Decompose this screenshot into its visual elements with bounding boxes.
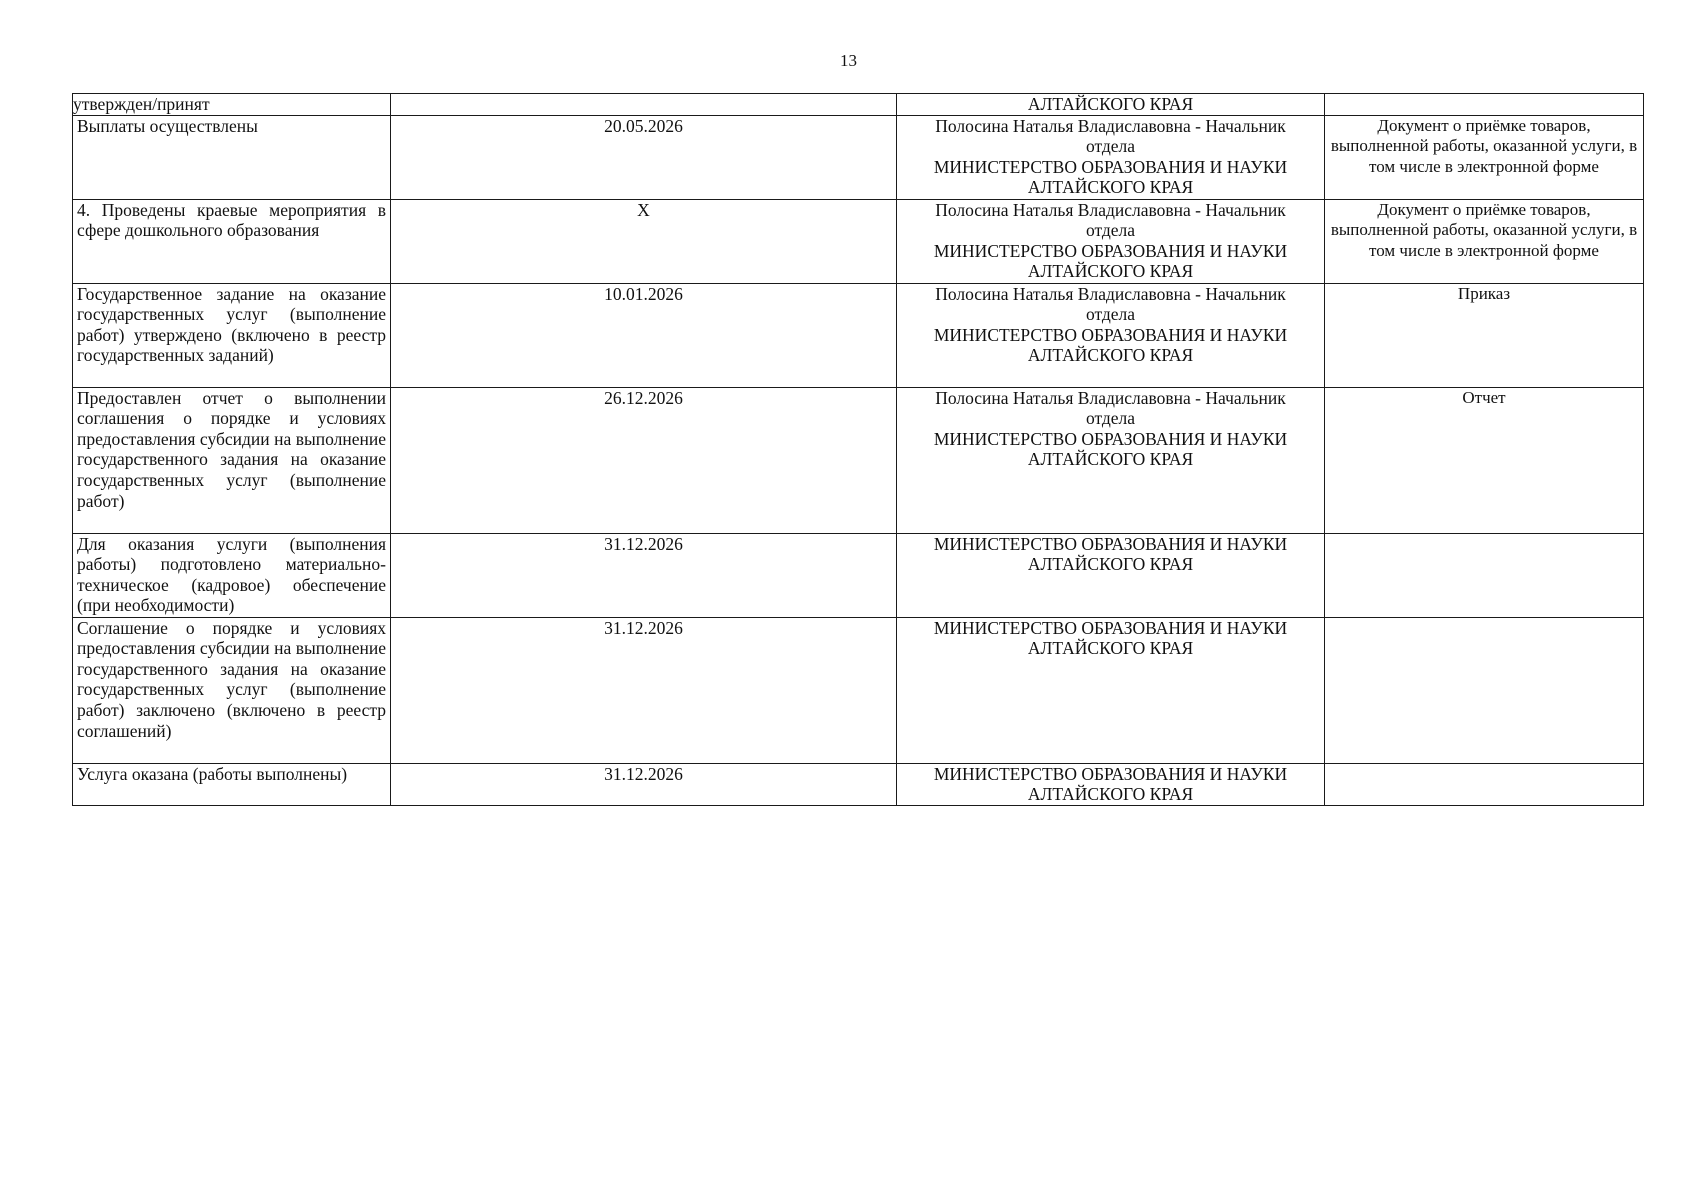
responsible-line: МИНИСТЕРСТВО ОБРАЗОВАНИЯ И НАУКИ	[933, 763, 1288, 784]
responsible-line: Полосина Наталья Владиславовна - Начальник	[935, 283, 1286, 304]
responsible-line: МИНИСТЕРСТВО ОБРАЗОВАНИЯ И НАУКИ	[933, 428, 1288, 449]
event-cell: Для оказания услуги (выполнения работы) подготовлено материально-техническое (кадровое) обеспечение (при необходимости)	[73, 533, 391, 617]
table-row	[73, 763, 1644, 805]
date-cell: 31.12.2026	[391, 617, 897, 763]
responsible-cell	[897, 283, 1325, 387]
responsible-line: отдела	[1085, 220, 1136, 241]
responsible-line: отдела	[1085, 304, 1136, 325]
document-cell: Отчет	[1325, 387, 1644, 533]
responsible-cell	[897, 115, 1325, 199]
responsible-line: АЛТАЙСКОГО КРАЯ	[1027, 638, 1194, 659]
responsible-cell	[897, 533, 1325, 617]
table-body	[73, 94, 1644, 806]
date-cell: 26.12.2026	[391, 387, 897, 533]
table-row	[73, 533, 1644, 617]
responsible-cell	[897, 387, 1325, 533]
document-cell	[1325, 763, 1644, 805]
event-cell: 4. Проведены краевые мероприятия в сфере дошкольного образования	[73, 199, 391, 283]
table-row	[73, 283, 1644, 387]
control-points-table	[72, 93, 1644, 806]
event-cell: Государственное задание на оказание государственных услуг (выполнение работ) утверждено (включено в реестр государственных заданий)	[73, 283, 391, 387]
table-row	[73, 115, 1644, 199]
table-row	[73, 94, 1644, 116]
responsible-line: МИНИСТЕРСТВО ОБРАЗОВАНИЯ И НАУКИ	[933, 156, 1288, 177]
responsible-line: отдела	[1085, 408, 1136, 429]
event-cell: Предоставлен отчет о выполнении соглашения о порядке и условиях предоставления субсидии на выполнение государственного задания на оказание государственных услуг (выполнение работ)	[73, 387, 391, 533]
table-row	[73, 617, 1644, 763]
responsible-line: АЛТАЙСКОГО КРАЯ	[1027, 345, 1194, 366]
event-cell: Соглашение о порядке и условиях предоставления субсидии на выполнение государственного задания на оказание государственных услуг (выполнение работ) заключено (включено в реестр соглашений)	[73, 617, 391, 763]
event-cell: Выплаты осуществлены	[73, 115, 391, 199]
responsible-line: Полосина Наталья Владиславовна - Начальник	[935, 387, 1286, 408]
date-cell: 31.12.2026	[391, 763, 897, 805]
responsible-cell	[897, 94, 1325, 116]
responsible-line: АЛТАЙСКОГО КРАЯ	[1027, 784, 1194, 805]
date-cell: 20.05.2026	[391, 115, 897, 199]
date-cell: 31.12.2026	[391, 533, 897, 617]
date-cell: X	[391, 199, 897, 283]
responsible-line: МИНИСТЕРСТВО ОБРАЗОВАНИЯ И НАУКИ	[933, 324, 1288, 345]
responsible-cell	[897, 763, 1325, 805]
document-cell: Приказ	[1325, 283, 1644, 387]
responsible-line: МИНИСТЕРСТВО ОБРАЗОВАНИЯ И НАУКИ	[933, 617, 1288, 638]
responsible-line: отдела	[1085, 136, 1136, 157]
page-number: 13	[840, 51, 857, 70]
table-row	[73, 387, 1644, 533]
responsible-line: АЛТАЙСКОГО КРАЯ	[1027, 94, 1194, 114]
responsible-line: Полосина Наталья Владиславовна - Начальник	[935, 199, 1286, 220]
responsible-line: АЛТАЙСКОГО КРАЯ	[1027, 177, 1194, 198]
responsible-cell	[897, 199, 1325, 283]
responsible-line: МИНИСТЕРСТВО ОБРАЗОВАНИЯ И НАУКИ	[933, 533, 1288, 554]
document-cell	[1325, 94, 1644, 116]
responsible-line: Полосина Наталья Владиславовна - Начальник	[935, 115, 1286, 136]
responsible-line: АЛТАЙСКОГО КРАЯ	[1027, 261, 1194, 282]
document-cell: Документ о приёмке товаров, выполненной работы, оказанной услуги, в том числе в электронной форме	[1325, 115, 1644, 199]
responsible-line: АЛТАЙСКОГО КРАЯ	[1027, 554, 1194, 575]
document-cell	[1325, 617, 1644, 763]
date-cell: 10.01.2026	[391, 283, 897, 387]
responsible-cell	[897, 617, 1325, 763]
responsible-line: АЛТАЙСКОГО КРАЯ	[1027, 449, 1194, 470]
event-cell: утвержден/принят	[73, 94, 391, 116]
responsible-line: МИНИСТЕРСТВО ОБРАЗОВАНИЯ И НАУКИ	[933, 240, 1288, 261]
document-cell: Документ о приёмке товаров, выполненной работы, оказанной услуги, в том числе в электронной форме	[1325, 199, 1644, 283]
event-cell: Услуга оказана (работы выполнены)	[73, 763, 391, 805]
table-row	[73, 199, 1644, 283]
date-cell	[391, 94, 897, 116]
document-cell	[1325, 533, 1644, 617]
